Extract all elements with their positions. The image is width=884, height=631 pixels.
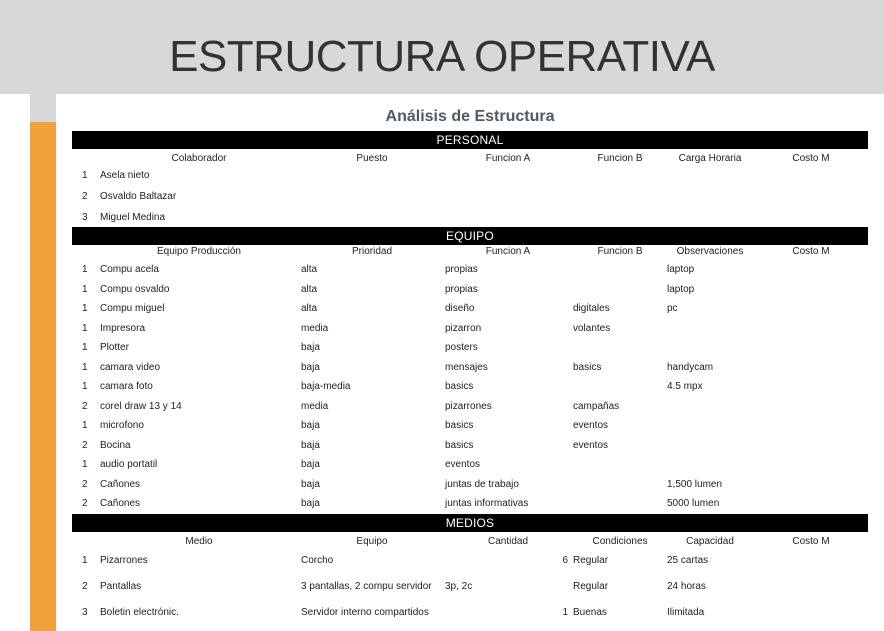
row-number: 2 bbox=[82, 498, 88, 509]
row-number: 2 bbox=[82, 439, 88, 451]
table-cell: Regular bbox=[573, 555, 609, 566]
document-title: Análisis de Estructura bbox=[385, 108, 555, 125]
row-number: 1 bbox=[82, 322, 88, 334]
table-cell: 5000 lumen bbox=[667, 498, 720, 509]
medios-column-headers bbox=[72, 533, 868, 551]
table-cell: baja-media bbox=[301, 381, 351, 392]
table-cell: basics bbox=[445, 420, 474, 431]
row-number: 1 bbox=[82, 283, 88, 295]
table-cell: microfono bbox=[100, 420, 144, 431]
table-cell: propias bbox=[445, 264, 478, 275]
column-header: Costo M bbox=[792, 246, 830, 257]
table-cell: baja bbox=[301, 420, 320, 431]
table-row bbox=[72, 578, 868, 596]
table-row bbox=[72, 320, 868, 338]
table-cell: alta bbox=[301, 283, 318, 295]
table-cell: 1 bbox=[562, 607, 568, 618]
table-cell: alta bbox=[301, 303, 318, 314]
table-cell: pizarron bbox=[445, 322, 482, 334]
row-number: 1 bbox=[82, 342, 88, 353]
column-header: Prioridad bbox=[351, 246, 393, 257]
table-cell: digitales bbox=[573, 303, 610, 314]
table-row bbox=[72, 476, 868, 494]
equipo-section-header: EQUIPO bbox=[72, 227, 868, 245]
personal-section-header: PERSONAL bbox=[72, 131, 868, 149]
table-cell: baja bbox=[301, 439, 320, 451]
table-cell: Miguel Medina bbox=[100, 212, 166, 223]
table-cell: Bocina bbox=[100, 439, 131, 451]
table-cell: Boletin electrónic. bbox=[100, 607, 179, 618]
page-header bbox=[0, 0, 884, 94]
table-row bbox=[72, 167, 868, 185]
table-cell: Compu miguel bbox=[100, 303, 165, 314]
table-row bbox=[72, 456, 868, 474]
table-cell: baja bbox=[301, 361, 320, 373]
table-cell: eventos bbox=[573, 439, 609, 451]
medios-section-header: MEDIOS bbox=[72, 514, 868, 532]
table-cell: 6 bbox=[562, 555, 568, 566]
column-header: Costo M bbox=[792, 536, 830, 547]
table-cell: Regular bbox=[573, 581, 609, 592]
table-cell: diseño bbox=[445, 303, 475, 314]
row-number: 1 bbox=[82, 264, 88, 275]
column-header: Colaborador bbox=[171, 153, 227, 164]
table-cell: Ilimitada bbox=[667, 607, 705, 618]
table-cell: Compu acela bbox=[100, 264, 159, 275]
table-cell: media bbox=[301, 322, 329, 334]
table-cell: eventos bbox=[573, 420, 609, 431]
table-cell: Osvaldo Baltazar bbox=[100, 191, 177, 202]
table-row bbox=[72, 437, 868, 455]
table-cell: posters bbox=[445, 342, 478, 353]
column-header: Capacidad bbox=[686, 536, 734, 547]
table-cell: Asela nieto bbox=[100, 170, 150, 181]
table-cell: 3p, 2c bbox=[445, 581, 473, 592]
row-number: 2 bbox=[82, 191, 88, 202]
table-row bbox=[72, 300, 868, 318]
row-number: 3 bbox=[82, 607, 88, 618]
table-cell: baja bbox=[301, 342, 320, 353]
row-number: 1 bbox=[82, 170, 88, 181]
table-cell: Corcho bbox=[301, 555, 334, 566]
table-cell: Compu osvaldo bbox=[100, 283, 170, 295]
equipo-column-headers bbox=[72, 243, 868, 261]
table-cell: 24 horas bbox=[667, 581, 706, 592]
column-header: Funcion A bbox=[485, 153, 531, 164]
table-row bbox=[72, 604, 868, 622]
table-cell: campañas bbox=[573, 400, 620, 412]
table-cell: handycam bbox=[667, 361, 714, 373]
column-header: Funcion B bbox=[597, 153, 643, 164]
table-cell: audio portatil bbox=[100, 459, 158, 470]
table-row bbox=[72, 281, 868, 299]
table-row bbox=[72, 209, 868, 227]
table-cell: camara foto bbox=[100, 381, 153, 392]
column-header: Cantidad bbox=[487, 536, 529, 547]
table-cell: juntas de trabajo bbox=[445, 478, 519, 490]
row-number: 1 bbox=[82, 381, 88, 392]
row-number: 2 bbox=[82, 400, 88, 412]
table-row bbox=[72, 417, 868, 435]
table-cell: corel draw 13 y 14 bbox=[100, 400, 182, 412]
table-cell: 25 cartas bbox=[667, 555, 709, 566]
column-header: Condiciones bbox=[592, 536, 648, 547]
table-row bbox=[72, 339, 868, 357]
table-cell: 3 pantallas, 2 compu servidor bbox=[301, 581, 432, 592]
table-cell: Cañones bbox=[100, 498, 141, 509]
table-cell: media bbox=[301, 400, 329, 412]
table-cell: Pantallas bbox=[100, 581, 142, 592]
table-cell: Cañones bbox=[100, 478, 141, 490]
table-cell: propias bbox=[445, 283, 478, 295]
table-cell: pizarrones bbox=[445, 400, 492, 412]
table-cell: camara video bbox=[100, 361, 161, 373]
column-header: Equipo bbox=[356, 536, 388, 547]
column-header: Equipo Producción bbox=[157, 246, 241, 257]
table-cell: Pizarrones bbox=[100, 555, 148, 566]
row-number: 1 bbox=[82, 303, 88, 314]
table-cell: baja bbox=[301, 478, 320, 490]
table-row bbox=[72, 378, 868, 396]
table-cell: Buenas bbox=[573, 607, 607, 618]
row-number: 1 bbox=[82, 361, 88, 373]
row-number: 1 bbox=[82, 420, 88, 431]
column-header: Observaciones bbox=[676, 246, 744, 257]
table-row bbox=[72, 495, 868, 513]
column-header: Medio bbox=[185, 536, 213, 547]
table-cell: baja bbox=[301, 498, 320, 509]
column-header: Puesto bbox=[356, 153, 388, 164]
table-cell: mensajes bbox=[445, 361, 488, 373]
row-number: 2 bbox=[82, 478, 88, 490]
table-cell: Impresora bbox=[100, 322, 146, 334]
table-cell: basics bbox=[445, 381, 474, 392]
table-row bbox=[72, 188, 868, 206]
table-row bbox=[72, 398, 868, 416]
table-cell: Servidor interno compartidos bbox=[301, 607, 429, 618]
table-cell: laptop bbox=[667, 283, 695, 295]
row-number: 2 bbox=[82, 581, 88, 592]
table-cell: 1,500 lumen bbox=[667, 478, 723, 490]
side-accent-gray bbox=[30, 94, 56, 122]
table-cell: 4.5 mpx bbox=[667, 381, 703, 392]
table-cell: baja bbox=[301, 459, 320, 470]
table-cell: pc bbox=[667, 303, 678, 314]
table-cell: laptop bbox=[667, 264, 695, 275]
row-number: 3 bbox=[82, 212, 88, 223]
row-number: 1 bbox=[82, 459, 88, 470]
table-cell: alta bbox=[301, 264, 318, 275]
column-header: Carga Horaria bbox=[678, 153, 742, 164]
column-header: Costo M bbox=[792, 153, 830, 164]
side-accent-orange bbox=[30, 122, 56, 631]
table-cell: eventos bbox=[445, 459, 481, 470]
table-cell: juntas informativas bbox=[445, 498, 529, 509]
table-cell: basics bbox=[445, 439, 474, 451]
table-cell: basics bbox=[573, 361, 602, 373]
row-number: 1 bbox=[82, 555, 88, 566]
table-row bbox=[72, 359, 868, 377]
table-cell: volantes bbox=[573, 322, 611, 334]
column-header: Funcion B bbox=[597, 246, 643, 257]
personal-column-headers bbox=[72, 150, 868, 168]
table-row bbox=[72, 552, 868, 570]
page-title: ESTRUCTURA OPERATIVA bbox=[169, 32, 715, 81]
table-cell: Plotter bbox=[100, 342, 129, 353]
table-row bbox=[72, 261, 868, 279]
column-header: Funcion A bbox=[485, 246, 531, 257]
